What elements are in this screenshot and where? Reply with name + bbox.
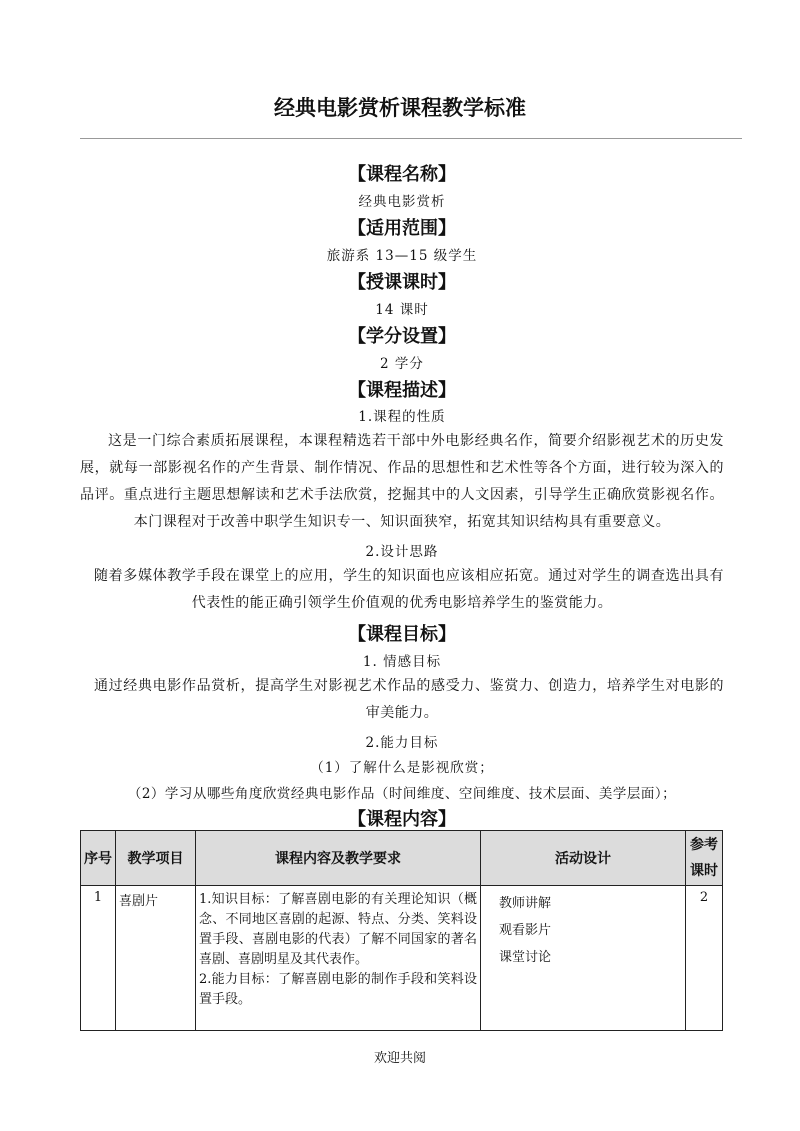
section-heading-description: 【课程描述】 [348,380,456,401]
hours-value: 14 课时 [375,302,429,318]
course-name-value: 经典电影赏析 [358,194,446,210]
emotion-paragraph: 通过经典电影作品赏析，提高学生对影视艺术作品的感受力、鉴赏力、创造力，培养学生对电影的审美能力。 [94,678,724,721]
design-paragraph: 随着多媒体教学手段在课堂上的应用，学生的知识面也应该相应拓宽。通过对学生的调查选出具有代表性的能正确引领学生价值观的优秀电影培养学生的鉴赏能力。 [94,568,724,611]
header-project: 教学项目 [116,831,196,886]
emotion-subtitle: 1. 情感目标 [362,654,442,670]
section-heading-content: 【课程内容】 [348,809,456,830]
scope-value: 旅游系 13—15 级学生 [326,248,478,264]
header-hours: 参考课时 [686,831,723,886]
table-header-row [81,831,723,886]
page-footer: 欢迎共阅 [373,1051,426,1066]
ability-item-1: （1）了解什么是影视欣赏； [310,760,494,776]
activity-item: 观看影片 [499,923,552,938]
design-subtitle: 2.设计思路 [365,544,439,560]
table-row [81,886,723,1031]
section-heading-objectives: 【课程目标】 [348,624,456,645]
row-hours: 2 [686,886,723,1031]
header-activity: 活动设计 [481,831,686,886]
row-project: 喜剧片 [116,886,196,1031]
ability-subtitle: 2.能力目标 [365,735,439,751]
activity-item: 教师讲解 [499,896,552,911]
row-content: 1.知识目标：了解喜剧电影的有关理论知识（概念、不同地区喜剧的起源、特点、分类、笑料设置手段、喜剧电影的代表）了解不同国家的著名喜剧、喜剧明星及其代表作。 2.能力目标：了解喜剧电影的制作手段和笑料设置手段。 [196,886,481,1031]
row-no: 1 [81,886,116,1031]
activity-item: 课堂讨论 [499,950,552,965]
row-activities [481,886,686,1031]
section-heading-course-name: 【课程名称】 [348,164,456,185]
nature-paragraph: 这是一门综合素质拓展课程，本课程精选若干部中外电影经典名作，简要介绍影视艺术的历史发展，就每一部影视名作的产生背景、制作情况、作品的思想性和艺术性等各个方面，进行较为深入的品评。重点进行主题思想解读和艺术手法欣赏，挖掘其中的人文因素，引导学生正确欣赏影视名作。本门课程对于改善中职学生知识专一、知识面狭窄，拓宽其知识结构具有重要意义。 [80,433,724,530]
section-heading-scope: 【适用范围】 [348,218,456,239]
ability-item-2: （2）学习从哪些角度欣赏经典电影作品（时间维度、空间维度、技术层面、美学层面）； [127,786,677,802]
header-content: 课程内容及教学要求 [196,831,481,886]
credit-value: 2 学分 [380,356,424,372]
title-divider [80,138,742,139]
nature-subtitle: 1.课程的性质 [358,409,446,425]
section-heading-credit: 【学分设置】 [348,326,456,347]
course-content-table [80,830,723,1031]
section-heading-hours: 【授课课时】 [348,272,456,293]
document-title: 经典电影赏析课程教学标准 [274,96,526,120]
header-no: 序号 [81,831,116,886]
